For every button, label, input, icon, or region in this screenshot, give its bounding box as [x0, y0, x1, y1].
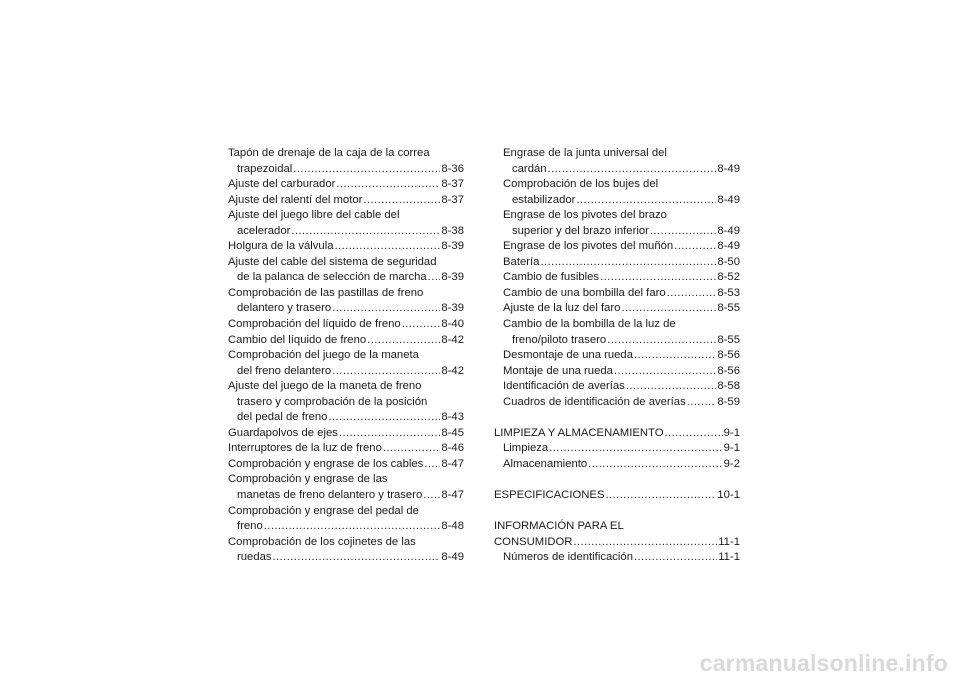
toc-entry-page: 8-49 [717, 224, 740, 237]
toc-entry-page: 8-42 [441, 364, 464, 377]
toc-column-left [228, 146, 464, 566]
toc-entry-title: Comprobación y engrase de las [228, 473, 388, 486]
toc-leader-dots [293, 162, 440, 178]
toc-entry-page: 8-50 [717, 255, 740, 268]
toc-entry-page: 8-59 [717, 395, 740, 408]
toc-entry[interactable] [228, 519, 464, 535]
toc-entry[interactable] [228, 379, 464, 395]
toc-entry[interactable] [494, 535, 740, 551]
toc-entry[interactable] [228, 333, 464, 349]
toc-leader-dots [626, 379, 717, 395]
toc-leader-dots [336, 177, 440, 193]
toc-entry-title: superior y del brazo inferior [512, 224, 649, 237]
toc-leader-dots [573, 535, 717, 551]
toc-entry-title: Interruptores de la luz de freno [228, 442, 382, 455]
toc-entry[interactable] [228, 162, 464, 178]
toc-entry-page: 8-38 [441, 224, 464, 237]
toc-entry-title: Comprobación del líquido de freno [228, 318, 401, 331]
toc-entry-page: 8-47 [441, 457, 464, 470]
toc-entry-page: 8-49 [717, 193, 740, 206]
toc-entry-title: Cambio de fusibles [503, 271, 600, 284]
toc-entry-page: 8-39 [441, 302, 464, 315]
toc-entry-title: Identificación de averías [503, 380, 625, 393]
toc-entry-page: 8-58 [717, 380, 740, 393]
toc-leader-dots [428, 270, 441, 286]
toc-entry[interactable] [228, 301, 464, 317]
toc-gap [494, 472, 740, 488]
toc-leader-dots [614, 364, 716, 380]
toc-entry[interactable] [228, 224, 464, 240]
toc-entry-page: 10-1 [717, 489, 740, 502]
toc-entry-title: ruedas [237, 551, 272, 564]
toc-leader-dots [605, 488, 716, 504]
toc-entry-title: Cambio de la bombilla de la luz de [503, 318, 676, 331]
toc-entry[interactable] [494, 255, 740, 271]
toc-entry-page: 8-39 [441, 271, 464, 284]
toc-entry-title: Ajuste del ralentí del motor [228, 193, 363, 206]
toc-leader-dots [383, 441, 441, 457]
toc-leader-dots [291, 224, 440, 240]
toc-leader-dots [607, 333, 716, 349]
toc-entry[interactable] [494, 550, 740, 566]
toc-gap [494, 410, 740, 426]
toc-entry-page: 8-37 [441, 193, 464, 206]
toc-entry-title: acelerador [237, 224, 291, 237]
toc-entry[interactable] [228, 270, 464, 286]
toc-leader-dots [549, 441, 722, 457]
toc-leader-dots [634, 550, 717, 566]
toc-entry[interactable] [494, 364, 740, 380]
toc-entry[interactable] [494, 286, 740, 302]
toc-entry-page: 8-49 [717, 162, 740, 175]
toc-entry-title: Ajuste de la luz del faro [503, 302, 621, 315]
toc-entry[interactable] [228, 504, 464, 520]
toc-leader-dots [621, 301, 716, 317]
toc-entry-title: Ajuste del juego de la maneta de freno [228, 380, 422, 393]
toc-entry-title: Engrase de la junta universal del [503, 147, 667, 159]
watermark: carmanualsonline.info [699, 650, 948, 676]
toc-entry-title: estabilizador [512, 193, 576, 206]
toc-entry[interactable] [494, 270, 740, 286]
toc-entry[interactable] [494, 395, 740, 411]
toc-entry-title: Ajuste del juego libre del cable del [228, 209, 400, 222]
toc-entry[interactable] [228, 317, 464, 333]
toc-entry-title: freno [237, 520, 263, 533]
toc-entry-page: 9-1 [723, 426, 740, 439]
toc-leader-dots [540, 255, 716, 271]
toc-entry-title: Limpieza [503, 442, 549, 455]
toc-entry-title: cardán [512, 162, 547, 175]
toc-entry-title: Comprobación y engrase del pedal de [228, 504, 419, 517]
toc-entry[interactable] [494, 348, 740, 364]
toc-entry-page: 8-36 [441, 162, 464, 175]
toc-entry-title: trasero y comprobación de la posición [237, 395, 428, 408]
toc-entry-page: 8-47 [441, 489, 464, 502]
toc-entry-title: Holgura de la válvula [228, 240, 334, 253]
toc-leader-dots [674, 239, 716, 255]
toc-entry[interactable] [228, 348, 464, 364]
toc-entry-page: 8-43 [441, 411, 464, 424]
toc-entry-title: Comprobación de los bujes del [503, 178, 659, 191]
toc-entry[interactable] [494, 239, 740, 255]
toc-entry-title: Cambio de una bombilla del faro [503, 286, 666, 299]
toc-entry-page: 9-1 [723, 442, 740, 455]
toc-gap [494, 504, 740, 520]
toc-entry[interactable] [494, 457, 740, 473]
toc-entry-page: 8-42 [441, 333, 464, 346]
toc-entry-title: Comprobación del juego de la maneta [228, 349, 419, 362]
toc-entry-title: Batería [503, 255, 540, 268]
toc-leader-dots [367, 333, 440, 349]
toc-entry-title: Comprobación de los cojinetes de las [228, 535, 416, 548]
toc-entry[interactable] [228, 239, 464, 255]
toc-entry[interactable] [228, 177, 464, 193]
toc-entry[interactable] [494, 193, 740, 209]
toc-entry-title: Engrase de los pivotes del muñón [503, 240, 674, 253]
toc-entry-title: LIMPIEZA Y ALMACENAMIENTO [494, 426, 664, 439]
toc-entry-title: Cambio del líquido de freno [228, 333, 367, 346]
toc-entry[interactable] [494, 441, 740, 457]
toc-entry-title: Cuadros de identificación de averías [503, 395, 686, 408]
toc-leader-dots [402, 317, 441, 333]
toc-entry-title: del pedal de freno [237, 411, 328, 424]
toc-entry-title: Números de identificación [503, 551, 633, 564]
toc-entry[interactable] [228, 535, 464, 551]
toc-entry[interactable] [228, 208, 464, 224]
toc-entry-page: 8-49 [441, 551, 464, 564]
toc-entry[interactable] [494, 146, 740, 162]
toc-entry-title: delantero y trasero [237, 302, 332, 315]
toc-leader-dots [650, 224, 716, 240]
toc-entry-page: 8-55 [717, 302, 740, 315]
toc-entry-page: 9-2 [723, 457, 740, 470]
toc-leader-dots [339, 426, 440, 442]
toc-entry-title: CONSUMIDOR [494, 535, 573, 548]
toc-entry[interactable] [494, 333, 740, 349]
toc-entry[interactable] [494, 488, 740, 504]
toc-leader-dots [687, 395, 717, 411]
toc-entry-title: del freno delantero [237, 364, 332, 377]
toc-entry[interactable] [228, 395, 464, 411]
toc-entry[interactable] [228, 193, 464, 209]
toc-entry-title: Comprobación y engrase de los cables [228, 457, 424, 470]
toc-entry[interactable] [228, 410, 464, 426]
toc-entry[interactable] [494, 519, 740, 535]
toc-entry-title: INFORMACIÓN PARA EL [494, 520, 624, 533]
toc-entry[interactable] [228, 364, 464, 380]
toc-entry[interactable] [494, 177, 740, 193]
toc-entry[interactable] [228, 146, 464, 162]
toc-entry-page: 8-53 [717, 286, 740, 299]
toc-entry-title: Almacenamiento [503, 457, 588, 470]
toc-entry[interactable] [228, 255, 464, 271]
toc-entry-page: 8-37 [441, 178, 464, 191]
toc-entry-page: 8-45 [441, 426, 464, 439]
toc-entry[interactable] [494, 426, 740, 442]
toc-entry-title: Desmontaje de una rueda [503, 349, 634, 362]
toc-entry-page: 8-39 [441, 240, 464, 253]
toc-leader-dots [273, 550, 441, 566]
toc-entry-page: 8-55 [717, 333, 740, 346]
toc-column-right [494, 146, 740, 566]
toc-entry-title: Ajuste del cable del sistema de seguridad [228, 255, 437, 268]
toc-entry[interactable] [494, 208, 740, 224]
toc-entry[interactable] [228, 286, 464, 302]
toc-entry-title: Engrase de los pivotes del brazo [503, 209, 667, 222]
toc-entry-page: 11-1 [718, 551, 740, 564]
toc-entry[interactable] [228, 550, 464, 566]
toc-leader-dots [424, 457, 440, 473]
toc-leader-dots [363, 193, 440, 209]
toc-entry[interactable] [228, 488, 464, 504]
toc-entry[interactable] [228, 426, 464, 442]
toc-entry-title: ESPECIFICACIONES [494, 489, 605, 502]
toc-leader-dots [634, 348, 716, 364]
toc-leader-dots [576, 193, 716, 209]
toc-leader-dots [423, 488, 440, 504]
toc-entry[interactable] [494, 162, 740, 178]
toc-leader-dots [588, 457, 723, 473]
toc-entry-page: 8-52 [717, 271, 740, 284]
toc-leader-dots [665, 426, 723, 442]
toc-entry-page: 8-40 [441, 318, 464, 331]
toc-entry[interactable] [228, 441, 464, 457]
toc-entry-title: Tapón de drenaje de la caja de la correa [228, 147, 430, 159]
toc-entry[interactable] [228, 472, 464, 488]
toc-entry[interactable] [228, 457, 464, 473]
toc-entry-title: Comprobación de las pastillas de freno [228, 286, 424, 299]
toc-entry-title: trapezoidal [237, 162, 293, 175]
toc-entry-page: 8-48 [441, 520, 464, 533]
toc-entry-title: Guardapolvos de ejes [228, 426, 338, 439]
toc-leader-dots [667, 286, 717, 302]
toc-entry[interactable] [494, 301, 740, 317]
toc-entry-page: 8-56 [717, 349, 740, 362]
toc-leader-dots [328, 410, 440, 426]
toc-entry-title: manetas de freno delantero y trasero [237, 489, 423, 502]
toc-leader-dots [335, 239, 441, 255]
toc-entry-page: 11-1 [718, 535, 740, 548]
toc-leader-dots [264, 519, 441, 535]
toc-entry[interactable] [494, 224, 740, 240]
toc-entry-page: 8-56 [717, 364, 740, 377]
toc-leader-dots [548, 162, 717, 178]
toc-entry[interactable] [494, 379, 740, 395]
toc-entry[interactable] [494, 317, 740, 333]
toc-leader-dots [332, 364, 440, 380]
toc-entry-page: 8-46 [441, 442, 464, 455]
toc-leader-dots [332, 301, 440, 317]
toc-entry-title: de la palanca de selección de marcha [237, 271, 427, 284]
toc-entry-title: Montaje de una rueda [503, 364, 613, 377]
toc-entry-page: 8-49 [717, 240, 740, 253]
toc-entry-title: Ajuste del carburador [228, 178, 336, 191]
toc-entry-title: freno/piloto trasero [512, 333, 607, 346]
toc-leader-dots [600, 270, 716, 286]
